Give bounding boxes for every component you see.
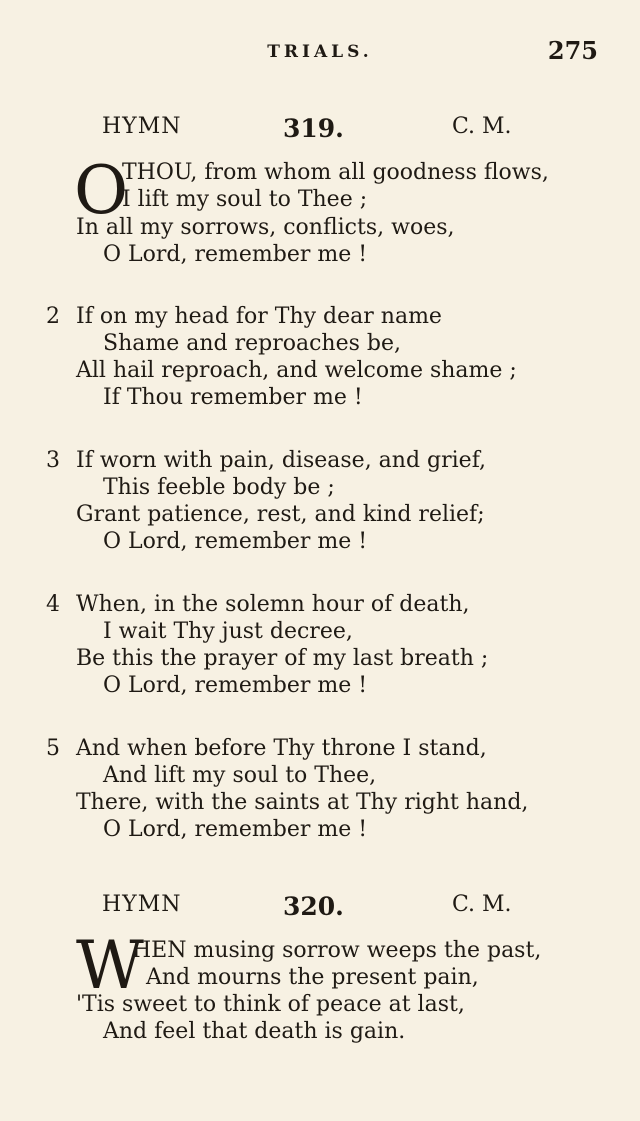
verse-number: 2 [46, 304, 60, 329]
verse-line: 'Tis sweet to think of peace at last, [76, 992, 465, 1017]
verse-line: And lift my soul to Thee, [103, 763, 377, 788]
drop-cap: W [76, 927, 144, 1004]
verse-line: O Lord, remember me ! [103, 242, 368, 267]
page-number: 275 [547, 36, 598, 65]
hymn-meter: C. M. [452, 114, 512, 139]
verse-line: There, with the saints at Thy right hand, [76, 790, 529, 815]
verse-line: O Lord, remember me ! [103, 529, 368, 554]
verse-line: Grant patience, rest, and kind relief; [76, 502, 485, 527]
verse-line: Be this the prayer of my last breath ; [76, 646, 489, 671]
verse-number: 5 [46, 736, 60, 761]
verse-line: And when before Thy throne I stand, [76, 736, 487, 761]
verse-line: If on my head for Thy dear name [76, 304, 442, 329]
verse-line: O Lord, remember me ! [103, 817, 368, 842]
verse-line: If worn with pain, disease, and grief, [76, 448, 487, 473]
verse-line: O Lord, remember me ! [103, 673, 368, 698]
verse-line: I lift my soul to Thee ; [122, 187, 368, 212]
hymn-meter: C. M. [452, 892, 512, 917]
verse-line: Shame and reproaches be, [103, 331, 401, 356]
verse-number: 4 [46, 592, 60, 617]
verse-number: 3 [46, 448, 60, 473]
hymn-319-header [0, 114, 640, 146]
hymn-number: 319. [283, 114, 344, 143]
hymn-label: HYMN [102, 114, 182, 139]
verse-line: HEN musing sorrow weeps the past, [132, 938, 542, 963]
verse-line: In all my sorrows, conflicts, woes, [76, 215, 455, 240]
verse-line: If Thou remember me ! [103, 385, 363, 410]
verse-line: I wait Thy just decree, [103, 619, 353, 644]
verse-line: When, in the solemn hour of death, [76, 592, 470, 617]
verse-line: All hail reproach, and welcome shame ; [76, 358, 517, 383]
verse-line: This feeble body be ; [103, 475, 335, 500]
running-title: TRIALS. [267, 42, 373, 62]
hymn-number: 320. [283, 892, 344, 921]
hymn-320-header [0, 892, 640, 924]
verse-line: And mourns the present pain, [146, 965, 479, 990]
verse-line: THOU, from whom all goodness flows, [122, 160, 549, 185]
drop-cap: O [74, 152, 129, 229]
verse-line: And feel that death is gain. [103, 1019, 406, 1044]
hymn-label: HYMN [102, 892, 182, 917]
